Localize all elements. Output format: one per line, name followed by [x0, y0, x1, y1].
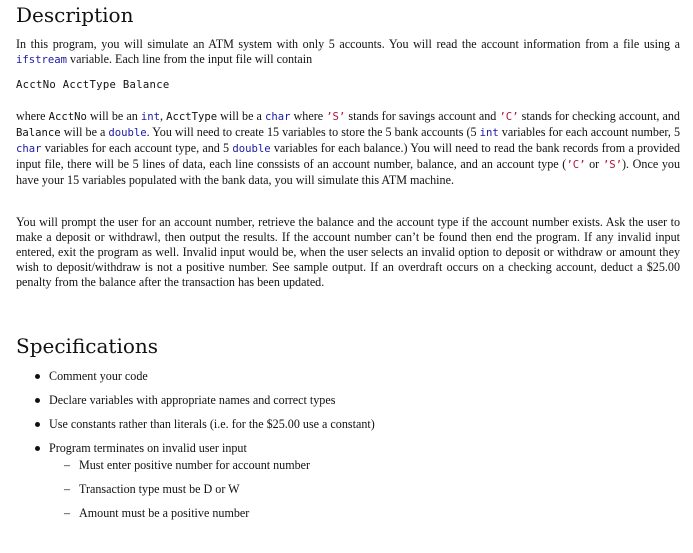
list-item-text: Comment your code — [49, 369, 148, 383]
list-item — [0, 417, 693, 441]
double-keyword: double — [108, 127, 147, 140]
specifications-heading: Specifications — [16, 334, 159, 358]
text: will be an — [86, 109, 141, 123]
input-format-code: AcctNo AcctType Balance — [16, 79, 170, 91]
behavior-paragraph: You will prompt the user for an account number, retrieve the balance and the account type if the account number exists. Ask the user to make a deposit or withdrawl, then output the results. If the account number can’t be found then end the program. If any invalid input entered, exit the program as well. Invalid input would be, when the user selects an invalid option to deposit or withdraw or amount they wish to deposit/withdraw is not a positive number. See sample output. If an overdraft occurs on a checking account, deduct a $25.00 penalty from the balance after the transaction has been updated. — [16, 215, 680, 290]
intro-text-end: variable. Each line from the input file will contain — [67, 52, 313, 67]
text: ). Once you have your 15 variables populated with the bank data, you will simulate this ATM machine. — [16, 157, 680, 188]
sub-list-item — [0, 506, 693, 530]
list-item-text: Program terminates on invalid user input — [49, 441, 247, 455]
text: will be a — [217, 109, 265, 123]
bullet-icon — [35, 398, 40, 403]
s-literal: ’S’ — [602, 159, 622, 172]
text: . You will need to create 15 variables to store the 5 bank accounts (5 — [146, 125, 480, 140]
sub-list-item — [0, 482, 693, 506]
s-literal: ’S’ — [326, 111, 346, 123]
int-keyword: int — [140, 111, 160, 123]
sub-list-item-text: Amount must be a positive number — [79, 506, 250, 520]
text: variables for each balance.) You will need to read the bank records from a provided input file, there will be 5 lines of data, each line conssists of an account number, balance, and an account type ( — [16, 141, 680, 172]
sub-list-item — [0, 458, 693, 482]
list-item — [0, 393, 693, 417]
intro-text: In this program, you will simulate an ATM system with only 5 accounts. You will read the account information from a file using a — [16, 37, 680, 51]
c-literal: ’C’ — [566, 159, 586, 172]
dash-icon: – — [64, 482, 71, 496]
list-item — [0, 369, 693, 393]
text: variables for each account number, 5 — [498, 125, 680, 140]
text: where — [290, 109, 327, 123]
double-keyword: double — [232, 143, 271, 156]
specifications-list — [0, 369, 693, 465]
balance-code: Balance — [16, 127, 61, 140]
text: stands for savings account and — [345, 109, 500, 123]
bullet-icon — [35, 374, 40, 379]
c-literal: ’C’ — [499, 111, 519, 123]
text: where — [16, 109, 49, 123]
bullet-icon — [35, 446, 40, 451]
intro-paragraph — [16, 37, 680, 68]
ifstream-keyword: ifstream — [16, 54, 68, 67]
text: will be a — [60, 125, 109, 140]
char-keyword: char — [16, 143, 42, 156]
text: , — [159, 109, 167, 123]
list-item-text: Declare variables with appropriate names and correct types — [49, 393, 336, 407]
int-keyword: int — [479, 127, 499, 140]
char-keyword: char — [264, 111, 291, 123]
accttype-code: AcctType — [166, 111, 218, 123]
text: variables for each account type, and 5 — [41, 141, 233, 156]
acctno-code: AcctNo — [48, 111, 87, 123]
description-heading: Description — [16, 3, 134, 27]
text: or — [585, 157, 603, 172]
bullet-icon — [35, 422, 40, 427]
sub-list-item-text: Must enter positive number for account number — [79, 458, 311, 472]
variables-paragraph — [16, 109, 680, 188]
input-rules-sublist — [0, 458, 693, 530]
sub-list-item-text: Transaction type must be D or W — [79, 482, 240, 496]
text: stands for checking account, and — [518, 109, 680, 123]
dash-icon: – — [64, 458, 71, 472]
dash-icon: – — [64, 506, 71, 520]
list-item-text: Use constants rather than literals (i.e. for the $25.00 use a constant) — [49, 417, 375, 431]
